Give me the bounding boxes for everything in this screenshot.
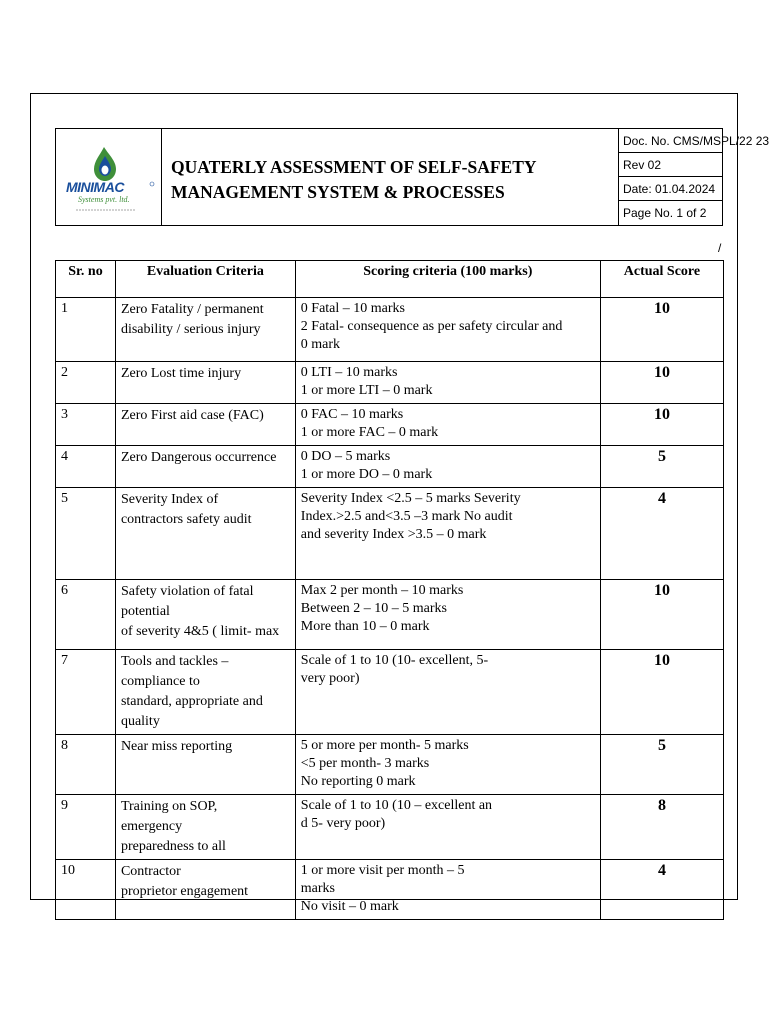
logo-wordmark: MINIMAC — [66, 179, 124, 195]
criteria-line: preparedness to all — [120, 839, 226, 854]
table-row — [56, 446, 724, 488]
scoring-cell — [295, 446, 600, 488]
sr-no-cell: 1 — [56, 298, 116, 362]
criteria-line: Tools and tackles – — [120, 654, 229, 669]
criteria-line: Zero Dangerous occurrence — [120, 450, 277, 465]
document-header — [55, 128, 769, 226]
company-logo — [56, 129, 161, 225]
criteria-cell — [115, 404, 295, 446]
scoring-line: Scale of 1 to 10 (10 – excellent an — [300, 798, 493, 813]
header-actual-score: Actual Score — [600, 261, 723, 298]
scoring-cell — [295, 860, 600, 920]
criteria-cell — [115, 795, 295, 860]
sr-no-cell: 3 — [56, 404, 116, 446]
table-row — [56, 795, 724, 860]
scoring-line: marks — [300, 881, 335, 896]
sr-no-cell: 10 — [56, 860, 116, 920]
sr-no-cell: 4 — [56, 446, 116, 488]
scoring-line: <5 per month- 3 marks — [300, 756, 430, 771]
scoring-line: 2 Fatal- consequence as per safety circular and — [300, 319, 563, 334]
criteria-line: Zero Fatality / permanent — [120, 302, 264, 317]
table-row — [56, 488, 724, 580]
scoring-cell — [295, 650, 600, 735]
actual-score-cell: 10 — [600, 298, 723, 362]
criteria-line: Severity Index of — [120, 492, 219, 507]
scoring-line: 1 or more FAC – 0 mark — [300, 425, 439, 440]
scoring-cell — [295, 488, 600, 580]
title-line-1: QUATERLY ASSESSMENT OF SELF-SAFETY — [171, 157, 537, 177]
criteria-line: standard, appropriate and — [120, 694, 263, 709]
header-scoring-criteria: Scoring criteria (100 marks) — [295, 261, 600, 298]
scoring-line: Severity Index <2.5 – 5 marks Severity — [300, 491, 521, 506]
scoring-line: Between 2 – 10 – 5 marks — [300, 601, 447, 616]
actual-score-cell: 10 — [600, 580, 723, 650]
criteria-line: contractors safety audit — [120, 512, 252, 527]
sr-no-cell: 7 — [56, 650, 116, 735]
scoring-cell — [295, 362, 600, 404]
table-row — [56, 362, 724, 404]
table-row — [56, 580, 724, 650]
sr-no-cell: 2 — [56, 362, 116, 404]
sr-no-cell: 6 — [56, 580, 116, 650]
scoring-line: 0 FAC – 10 marks — [300, 407, 404, 422]
criteria-line: emergency — [120, 819, 183, 834]
header-sr-no: Sr. no — [56, 261, 116, 298]
actual-score-cell: 10 — [600, 404, 723, 446]
criteria-cell — [115, 362, 295, 404]
criteria-cell — [115, 446, 295, 488]
criteria-line: disability / serious injury — [120, 322, 261, 337]
sr-no-cell: 5 — [56, 488, 116, 580]
scoring-line: 1 or more visit per month – 5 — [300, 863, 465, 878]
actual-score-cell: 10 — [600, 650, 723, 735]
scoring-line: very poor) — [300, 671, 360, 686]
criteria-cell — [115, 580, 295, 650]
scoring-line: Index.>2.5 and<3.5 –3 mark No audit — [300, 509, 513, 524]
criteria-cell — [115, 650, 295, 735]
scoring-line: More than 10 – 0 mark — [300, 619, 430, 634]
table-row — [56, 650, 724, 735]
scoring-line: 0 DO – 5 marks — [300, 449, 391, 464]
scoring-line: 1 or more DO – 0 mark — [300, 467, 433, 482]
scoring-line: 5 or more per month- 5 marks — [300, 738, 469, 753]
stray-mark: / — [718, 241, 722, 255]
table-row — [56, 735, 724, 795]
criteria-line: Training on SOP, — [120, 799, 218, 814]
criteria-line: Zero Lost time injury — [120, 366, 242, 381]
criteria-cell — [115, 298, 295, 362]
table-row — [56, 298, 724, 362]
criteria-line: Near miss reporting — [120, 739, 233, 754]
scoring-cell — [295, 298, 600, 362]
scoring-line: 0 mark — [300, 337, 341, 352]
scoring-line: 1 or more LTI – 0 mark — [300, 383, 433, 398]
scoring-line: Max 2 per month – 10 marks — [300, 583, 464, 598]
scoring-cell — [295, 735, 600, 795]
criteria-line: proprietor engagement — [120, 884, 249, 899]
scoring-line: d 5- very poor) — [300, 816, 386, 831]
table-row — [56, 404, 724, 446]
criteria-line: quality — [120, 714, 160, 729]
revision: Rev 02 — [619, 153, 723, 177]
sr-no-cell: 9 — [56, 795, 116, 860]
assessment-table — [55, 260, 724, 920]
scoring-line: and severity Index >3.5 – 0 mark — [300, 527, 487, 542]
scoring-line: 0 LTI – 10 marks — [300, 365, 398, 380]
actual-score-cell: 8 — [600, 795, 723, 860]
criteria-cell — [115, 488, 295, 580]
logo-cell — [56, 129, 162, 225]
scoring-cell — [295, 580, 600, 650]
doc-number: Doc. No. CMS/MSPL/22 23 — [619, 129, 723, 153]
actual-score-cell: 4 — [600, 488, 723, 580]
actual-score-cell: 4 — [600, 860, 723, 920]
actual-score-cell: 5 — [600, 446, 723, 488]
page-number: Page No. 1 of 2 — [623, 206, 707, 220]
criteria-line: Safety violation of fatal — [120, 584, 254, 599]
document-title — [171, 155, 611, 205]
title-cell — [162, 129, 619, 225]
scoring-cell — [295, 795, 600, 860]
header-evaluation-criteria: Evaluation Criteria — [115, 261, 295, 298]
criteria-line: potential — [120, 604, 170, 619]
criteria-line: Zero First aid case (FAC) — [120, 408, 264, 423]
scoring-line: No reporting 0 mark — [300, 774, 416, 789]
actual-score-cell: 5 — [600, 735, 723, 795]
scoring-line: Scale of 1 to 10 (10- excellent, 5- — [300, 653, 489, 668]
table-header-row — [56, 261, 724, 298]
scoring-line: 0 Fatal – 10 marks — [300, 301, 405, 316]
criteria-line: Contractor — [120, 864, 181, 879]
sr-no-cell: 8 — [56, 735, 116, 795]
title-line-2: MANAGEMENT SYSTEM & PROCESSES — [171, 182, 505, 202]
criteria-cell — [115, 860, 295, 920]
table-row — [56, 860, 724, 920]
issue-date: Date: 01.04.2024 — [619, 177, 723, 201]
criteria-line: of severity 4&5 ( limit- max — [120, 624, 280, 639]
svg-text:Systems pvt. ltd.: Systems pvt. ltd. — [78, 195, 130, 204]
scoring-line: No visit – 0 mark — [300, 899, 399, 914]
scoring-cell — [295, 404, 600, 446]
criteria-cell — [115, 735, 295, 795]
actual-score-cell: 10 — [600, 362, 723, 404]
criteria-line: compliance to — [120, 674, 200, 689]
document-meta — [619, 129, 769, 225]
